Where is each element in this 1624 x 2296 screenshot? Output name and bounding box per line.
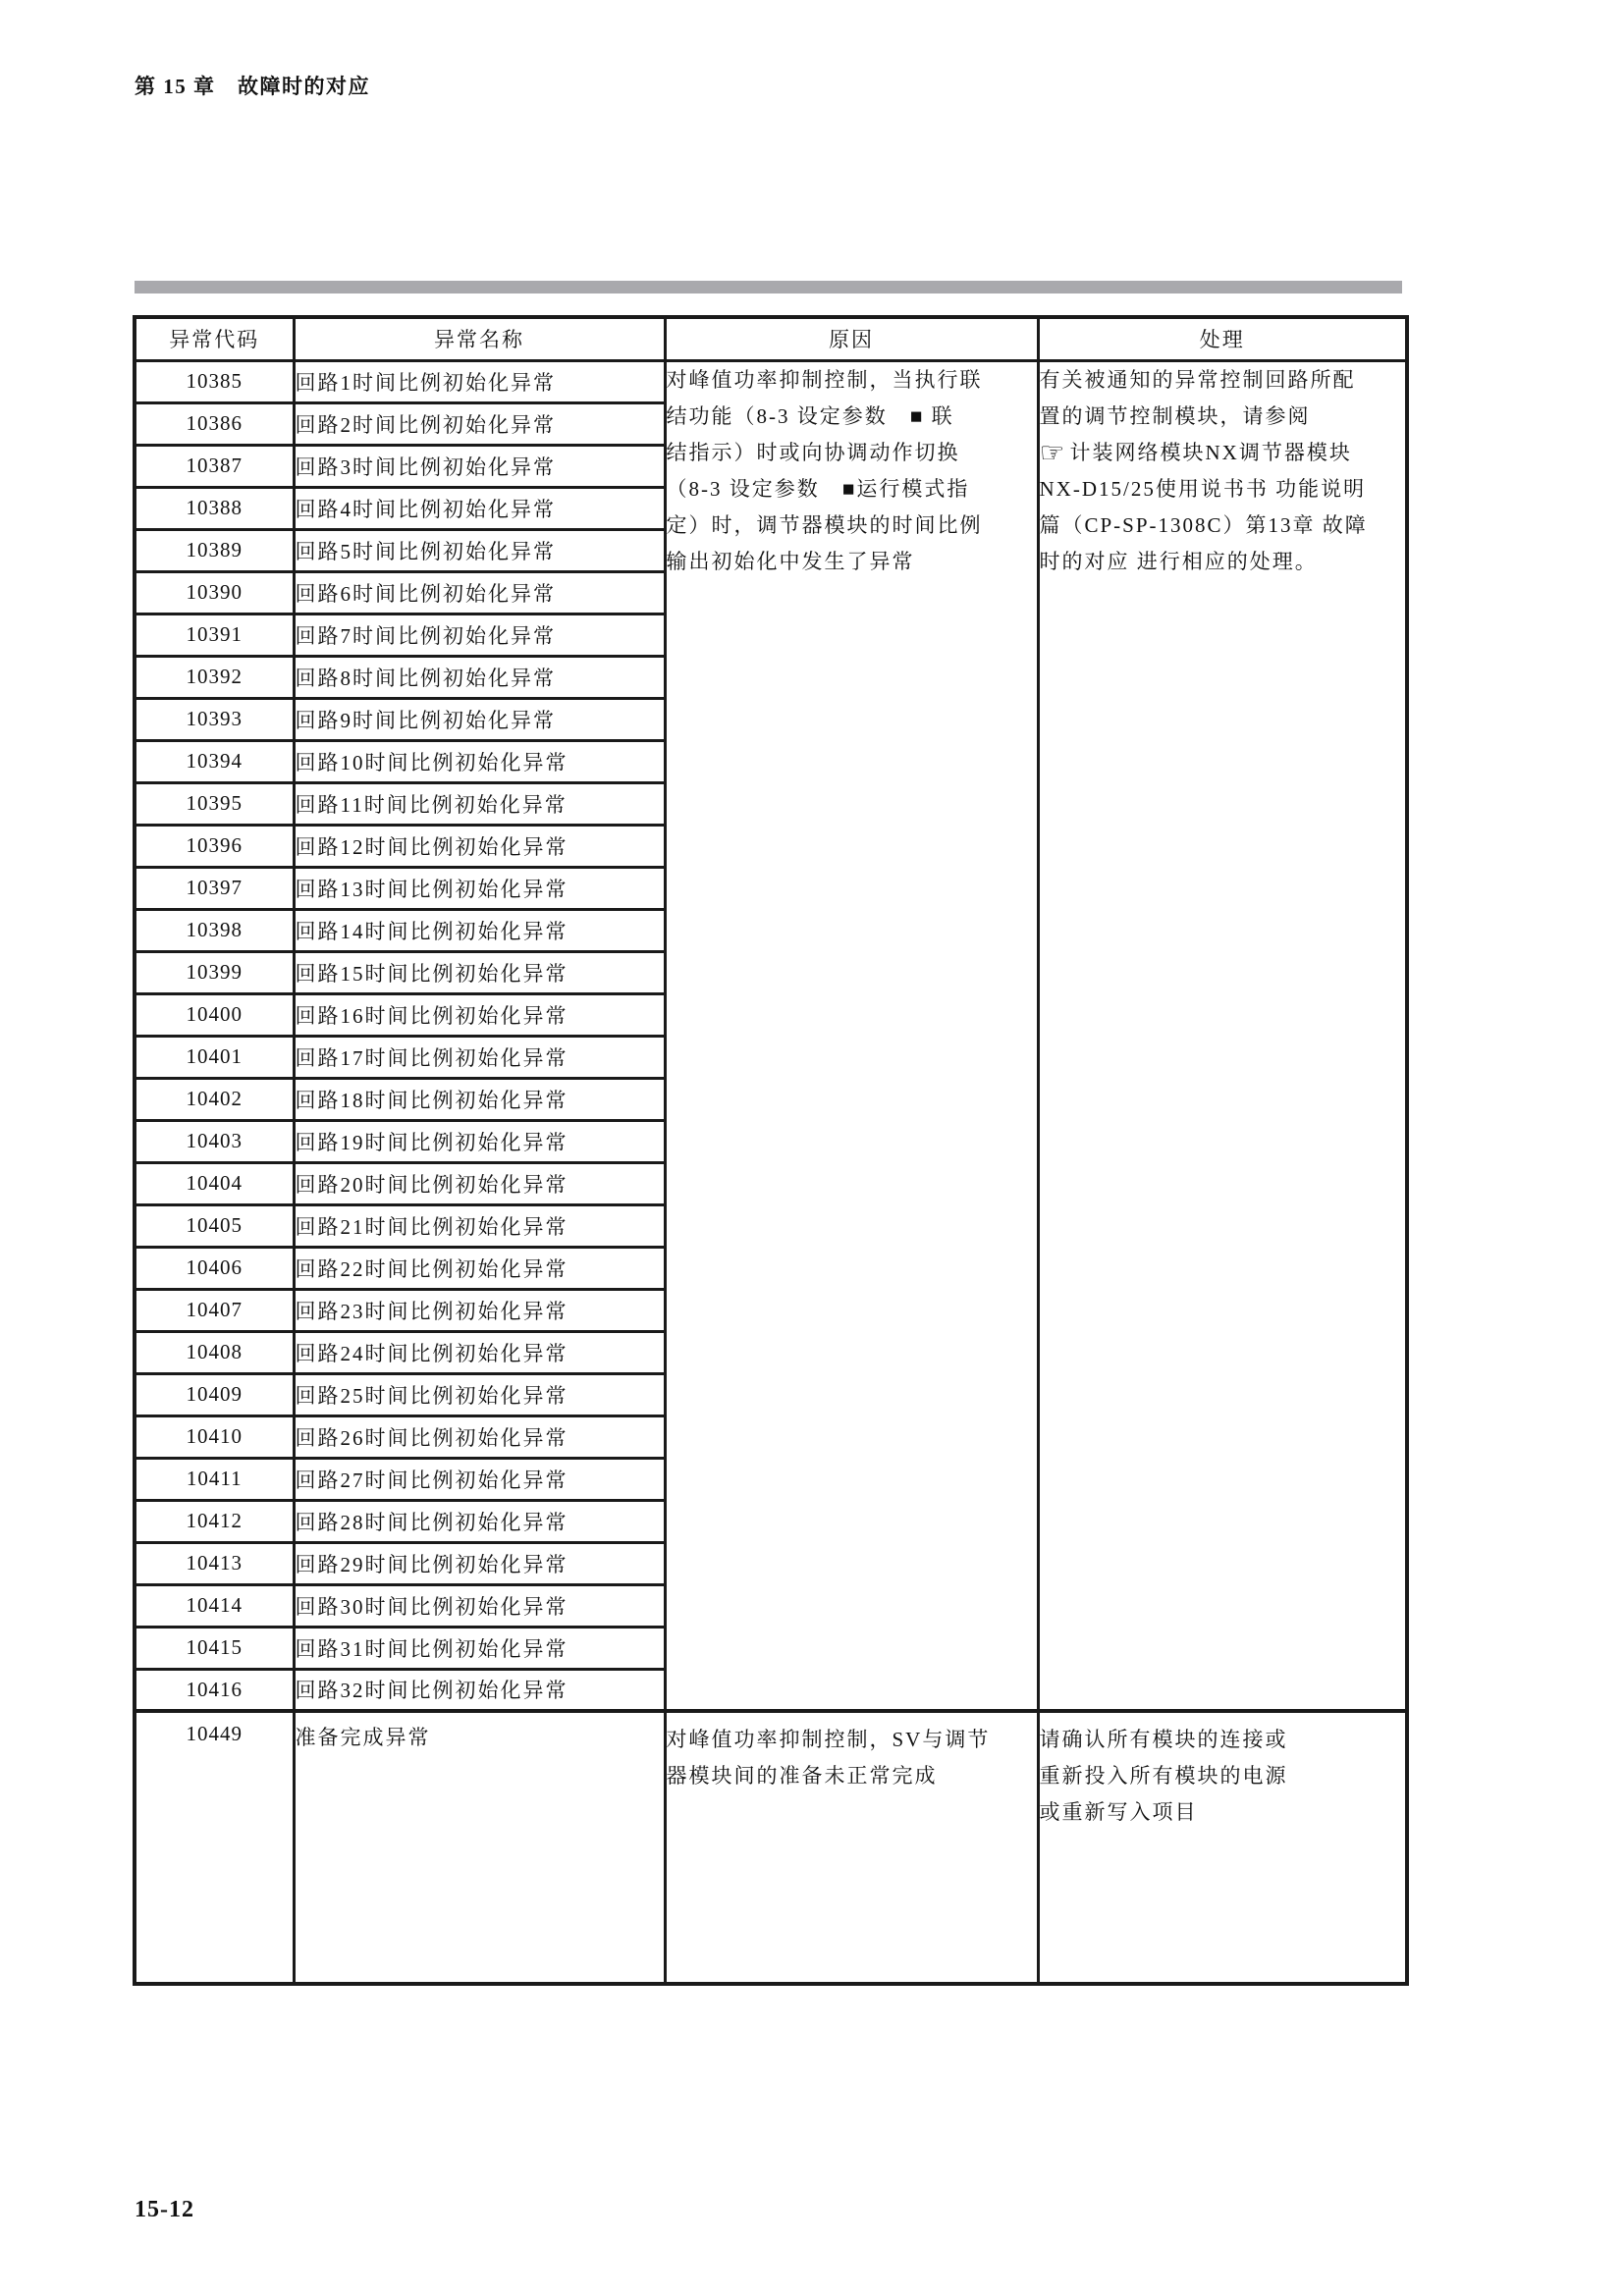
- error-code-cell: 10394: [135, 740, 294, 782]
- group-handling-cell: [1038, 360, 1407, 1711]
- error-code-cell: 10390: [135, 571, 294, 614]
- text-line: 重新投入所有模块的电源: [1039, 1764, 1288, 1788]
- error-name-cell: 回路19时间比例初始化异常: [294, 1120, 665, 1162]
- text-line: 结指示）时或向协调动作切换: [666, 440, 960, 464]
- error-name-cell: 回路25时间比例初始化异常: [294, 1373, 665, 1415]
- error-name-cell: 回路9时间比例初始化异常: [294, 698, 665, 740]
- error-code-cell: 10386: [135, 402, 294, 445]
- error-name-cell: 回路32时间比例初始化异常: [294, 1669, 665, 1711]
- error-code-cell: 10407: [135, 1289, 294, 1331]
- table-header-row: [135, 317, 1407, 360]
- error-name-cell: 回路1时间比例初始化异常: [294, 360, 665, 402]
- text-line: 器模块间的准备未正常完成: [666, 1764, 938, 1788]
- error-name-cell: 回路23时间比例初始化异常: [294, 1289, 665, 1331]
- error-name-cell: 准备完成异常: [294, 1711, 665, 1984]
- cause-cell: [665, 1711, 1038, 1984]
- text-line: 输出初始化中发生了异常: [666, 549, 915, 573]
- column-header-cause: 原因: [665, 317, 1038, 360]
- error-name-cell: 回路26时间比例初始化异常: [294, 1415, 665, 1458]
- error-name-cell: 回路17时间比例初始化异常: [294, 1036, 665, 1078]
- error-code-cell: 10413: [135, 1542, 294, 1584]
- error-code-cell: 10399: [135, 951, 294, 993]
- error-code-cell: 10412: [135, 1500, 294, 1542]
- column-header-error-code: 异常代码: [135, 317, 294, 360]
- error-name-cell: 回路21时间比例初始化异常: [294, 1204, 665, 1247]
- error-code-cell: 10398: [135, 909, 294, 951]
- page-number: 15-12: [135, 2197, 194, 2222]
- error-name-cell: 回路24时间比例初始化异常: [294, 1331, 665, 1373]
- section-divider-bar: [135, 281, 1402, 294]
- error-code-cell: 10403: [135, 1120, 294, 1162]
- error-name-cell: 回路30时间比例初始化异常: [294, 1584, 665, 1627]
- chapter-header: 第 15 章 故障时的对应: [135, 75, 370, 98]
- text-line: NX-D15/25使用说书书 功能说明: [1039, 476, 1367, 501]
- text-line: 定）时，调节器模块的时间比例: [666, 512, 983, 537]
- error-name-cell: 回路27时间比例初始化异常: [294, 1458, 665, 1500]
- column-header-error-name: 异常名称: [294, 317, 665, 360]
- error-name-cell: 回路11时间比例初始化异常: [294, 782, 665, 825]
- error-code-cell: 10449: [135, 1711, 294, 1984]
- text-line: 或重新写入项目: [1039, 1800, 1198, 1824]
- group-rows-body: [135, 360, 1407, 1711]
- text-line: 置的调节控制模块，请参阅: [1039, 403, 1311, 428]
- error-code-cell: 10397: [135, 867, 294, 909]
- error-name-cell: 回路8时间比例初始化异常: [294, 656, 665, 698]
- error-code-cell: 10389: [135, 529, 294, 571]
- text-line: 时的对应 进行相应的处理。: [1039, 549, 1318, 573]
- text-line: 请确认所有模块的连接或: [1039, 1728, 1288, 1751]
- table-row: [135, 1711, 1407, 1984]
- error-name-cell: 回路7时间比例初始化异常: [294, 614, 665, 656]
- error-code-cell: 10385: [135, 360, 294, 402]
- error-name-cell: 回路12时间比例初始化异常: [294, 825, 665, 867]
- error-code-cell: 10392: [135, 656, 294, 698]
- error-name-cell: 回路22时间比例初始化异常: [294, 1247, 665, 1289]
- error-name-cell: 回路10时间比例初始化异常: [294, 740, 665, 782]
- error-name-cell: 回路13时间比例初始化异常: [294, 867, 665, 909]
- error-name-cell: 回路14时间比例初始化异常: [294, 909, 665, 951]
- handling-cell: [1038, 1711, 1407, 1984]
- error-name-cell: 回路6时间比例初始化异常: [294, 571, 665, 614]
- error-name-cell: 回路18时间比例初始化异常: [294, 1078, 665, 1120]
- text-line: 有关被通知的异常控制回路所配: [1039, 367, 1356, 392]
- error-code-cell: 10395: [135, 782, 294, 825]
- error-name-cell: 回路3时间比例初始化异常: [294, 445, 665, 487]
- error-code-cell: 10414: [135, 1584, 294, 1627]
- error-name-cell: 回路31时间比例初始化异常: [294, 1627, 665, 1669]
- error-name-cell: 回路15时间比例初始化异常: [294, 951, 665, 993]
- text-line: （8-3 设定参数 ■运行模式指: [666, 476, 970, 501]
- error-code-table: [133, 315, 1409, 1986]
- error-code-cell: 10388: [135, 487, 294, 529]
- error-name-cell: 回路20时间比例初始化异常: [294, 1162, 665, 1204]
- error-code-cell: 10404: [135, 1162, 294, 1204]
- error-name-cell: 回路28时间比例初始化异常: [294, 1500, 665, 1542]
- error-code-cell: 10406: [135, 1247, 294, 1289]
- error-code-cell: 10410: [135, 1415, 294, 1458]
- error-code-cell: 10416: [135, 1669, 294, 1711]
- text-line: 对峰值功率抑制控制，当执行联: [666, 367, 983, 392]
- table-row: [135, 360, 1407, 402]
- error-name-cell: 回路16时间比例初始化异常: [294, 993, 665, 1036]
- error-name-cell: 回路4时间比例初始化异常: [294, 487, 665, 529]
- error-code-cell: 10408: [135, 1331, 294, 1373]
- error-code-cell: 10401: [135, 1036, 294, 1078]
- error-name-cell: 回路2时间比例初始化异常: [294, 402, 665, 445]
- error-code-cell: 10387: [135, 445, 294, 487]
- text-line: 对峰值功率抑制控制，SV与调节: [666, 1728, 991, 1751]
- error-code-cell: 10393: [135, 698, 294, 740]
- table-header-row: [135, 317, 1407, 360]
- error-name-cell: 回路5时间比例初始化异常: [294, 529, 665, 571]
- column-header-handling: 处理: [1038, 317, 1407, 360]
- error-code-cell: 10402: [135, 1078, 294, 1120]
- error-name-cell: 回路29时间比例初始化异常: [294, 1542, 665, 1584]
- error-code-cell: 10405: [135, 1204, 294, 1247]
- text-line: ☞ 计装网络模块NX调节器模块: [1039, 435, 1352, 469]
- group-cause-cell: [665, 360, 1038, 1711]
- last-row-body: [135, 1711, 1407, 1984]
- error-code-cell: 10415: [135, 1627, 294, 1669]
- text-line: 结功能（8-3 设定参数 ■ 联: [666, 403, 954, 428]
- error-code-cell: 10409: [135, 1373, 294, 1415]
- error-code-cell: 10396: [135, 825, 294, 867]
- error-code-cell: 10400: [135, 993, 294, 1036]
- error-code-cell: 10391: [135, 614, 294, 656]
- error-code-cell: 10411: [135, 1458, 294, 1500]
- pointing-hand-icon: ☞: [1039, 435, 1065, 469]
- text-line: 篇（CP-SP-1308C）第13章 故障: [1039, 512, 1368, 537]
